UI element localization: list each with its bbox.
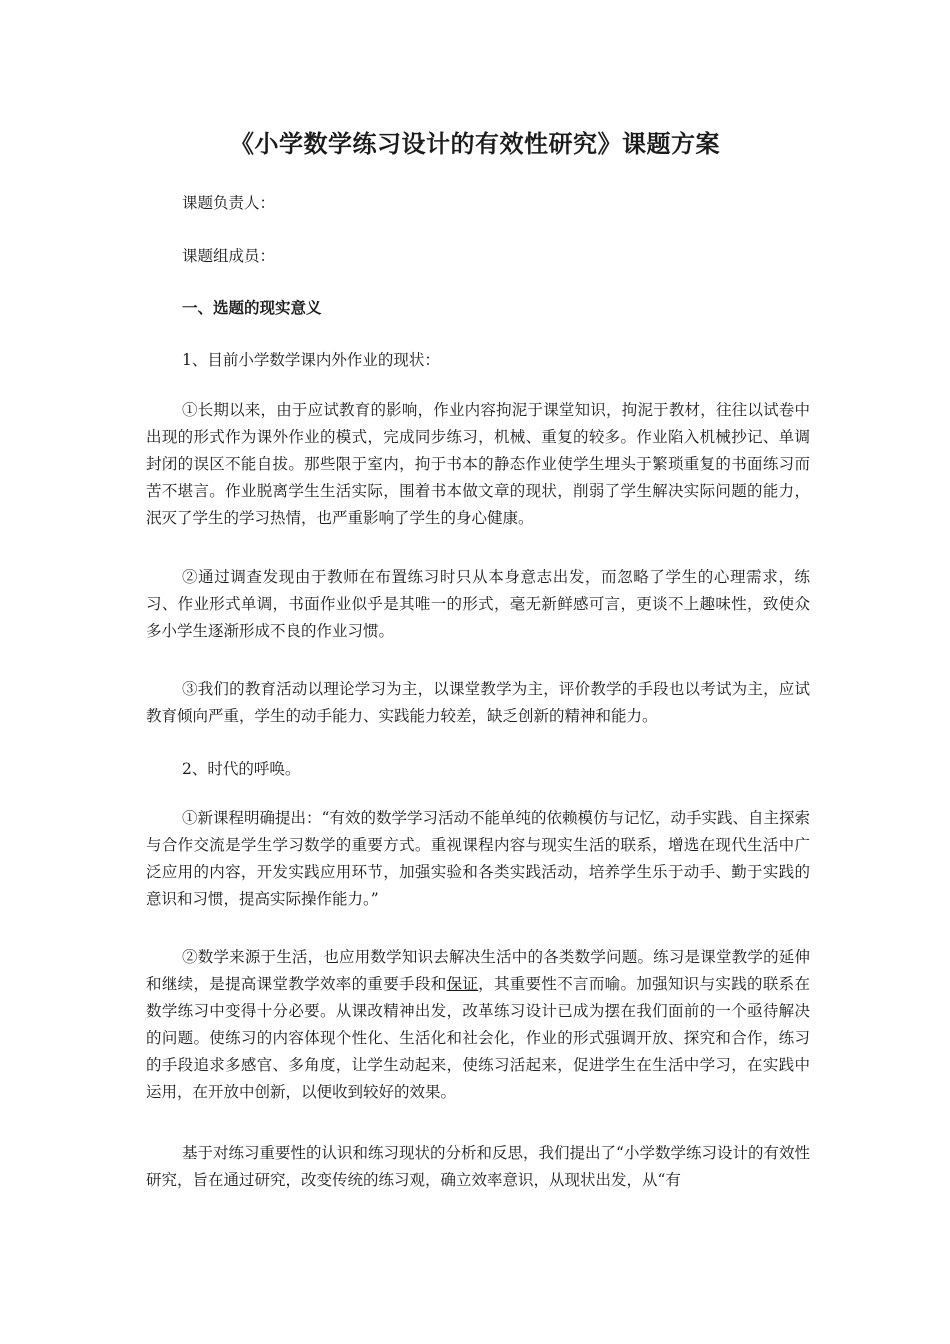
document-title: 《小学数学练习设计的有效性研究》课题方案 <box>230 129 720 158</box>
paragraph-5-text-a: ②数学来源于生活，也应用数学知识去解决生活中的各类数学问题。练习是课堂教学的延伸和继续，是提高课堂教学效率的重要手段和 <box>146 948 810 993</box>
paragraph-3: ③我们的教育活动以理论学习为主，以课堂教学为主，评价教学的手段也以考试为主，应试教育倾向严重，学生的动手能力、实践能力较差，缺乏创新的精神和能力。 <box>146 680 810 725</box>
paragraph-6: 基于对练习重要性的认识和练习现状的分析和反思，我们提出了“小学数学练习设计的有效性研究，旨在通过研究，改变传统的练习观，确立效率意识，从现状出发，从“有 <box>146 1144 810 1189</box>
leader-label: 课题负责人： <box>182 194 276 212</box>
paragraph-1: ①长期以来，由于应试教育的影响，作业内容拘泥于课堂知识，拘泥于教材，往往以试卷中出现的形式作为课外作业的模式，完成同步练习，机械、重复的较多。作业陷入机械抄记、单调封闭的误区不能自拔。那些限于室内，拘于书本的静态作业使学生埋头于繁琐重复的书面练习而苦不堪言。作业脱离学生生活实际，围着书本做文章的现状，削弱了学生解决实际问题的能力，泯灭了学生的学习热情，也严重影响了学生的身心健康。 <box>146 401 810 527</box>
section-heading: 一、选题的现实意义 <box>182 298 322 317</box>
members-label: 课题组成员： <box>182 247 276 265</box>
paragraph-5-text-b: ，其重要性不言而喻。加强知识与实践的联系在数学练习中变得十分必要。从课改精神出发，改革练习设计已成为摆在我们面前的一个亟待解决的问题。使练习的内容体现个性化、生活化和社会化，作业的形式强调开放、探究和合作，练习的手段追求多感官、多角度，让学生动起来，使练习活起来，促进学生在生活中学习，在实践中运用，在开放中创新，以便收到较好的效果。 <box>146 975 810 1101</box>
subsection-heading-2: 2、时代的呼唤。 <box>182 760 301 778</box>
paragraph-2: ②通过调查发现由于教师在布置练习时只从本身意志出发，而忽略了学生的心理需求，练习、作业形式单调，书面作业似乎是其唯一的形式，毫无新鲜感可言，更谈不上趣味性，致使众多小学生逐渐形成不良的作业习惯。 <box>146 568 810 640</box>
underlined-word: 保证 <box>446 975 479 993</box>
paragraph-4: ①新课程明确提出：“有效的数学学习活动不能单纯的依赖模仿与记忆，动手实践、自主探索与合作交流是学生学习数学的重要方式。重视课程内容与现实生活的联系，增选在现代生活中广泛应用的内容，开发实践应用环节，加强实验和各类实践活动，培养学生乐于动手、勤于实践的意识和习惯，提高实际操作能力。” <box>146 809 810 908</box>
subsection-heading: 1、目前小学数学课内外作业的现状： <box>182 351 440 369</box>
paragraph-5 <box>146 944 810 1106</box>
